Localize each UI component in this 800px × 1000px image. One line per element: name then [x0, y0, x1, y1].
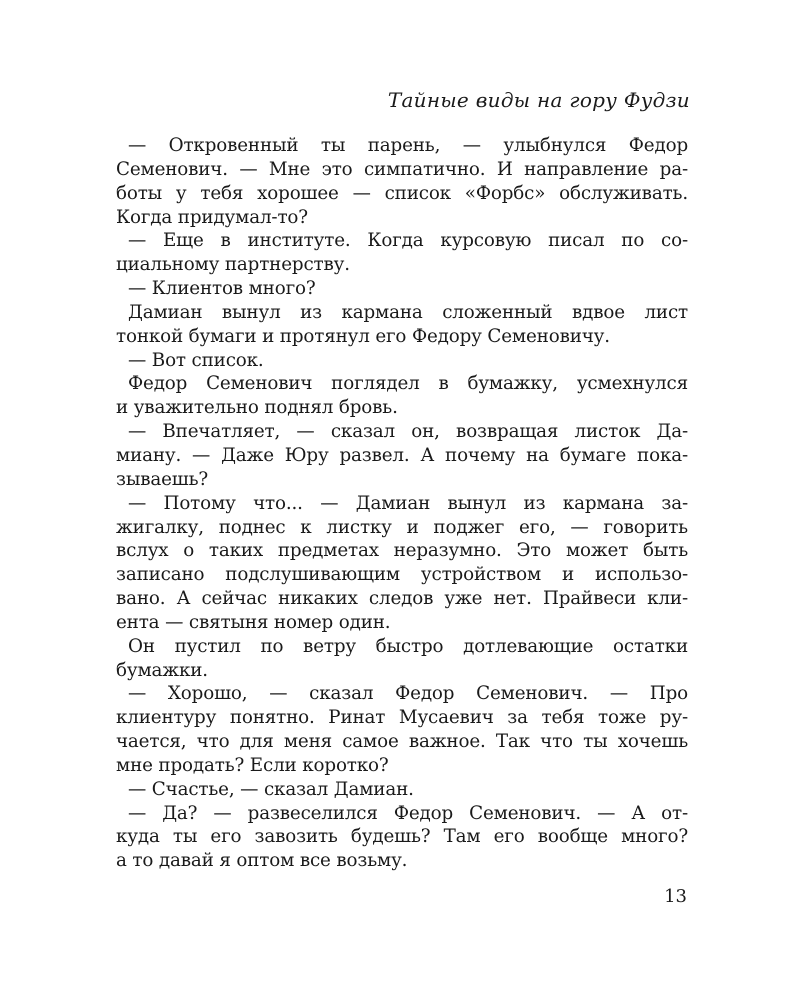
text-line: чается, что для меня самое важное. Так что ты хочешь — [116, 731, 688, 753]
text-line: мне продать? Если коротко? — [116, 754, 389, 776]
text-line: — Хорошо, — сказал Федор Семенович. — Про — [128, 683, 688, 705]
text-line: циальному партнерству. — [116, 254, 350, 276]
text-line: бумажки. — [116, 659, 208, 681]
text-line: боты у тебя хорошее — список «Форбс» обслуживать. — [116, 182, 688, 204]
text-line: жигалку, поднес к листку и поджег его, — говорить — [116, 516, 688, 538]
text-line: миану. — Даже Юру развел. А почему на бумаге пока- — [116, 444, 688, 466]
text-line: Он пустил по ветру быстро дотлевающие остатки — [128, 635, 688, 657]
text-line: Семенович. — Мне это симпатично. И направление ра- — [116, 158, 688, 180]
text-line: ента — святыня номер один. — [116, 611, 391, 633]
text-block — [116, 134, 688, 873]
text-line: — Счастье, — сказал Дамиан. — [128, 778, 414, 800]
text-line: — Да? — развеселился Федор Семенович. — А от- — [128, 802, 688, 824]
text-line: — Потому что... — Дамиан вынул из кармана за- — [128, 492, 688, 514]
text-line: куда ты его завозить будешь? Там его вообще много? — [116, 826, 688, 848]
text-line: тонкой бумаги и протянул его Федору Семеновичу. — [116, 325, 610, 347]
text-line: вано. А сейчас никаких следов уже нет. Прайвеси кли- — [116, 588, 688, 610]
text-line: Когда придумал-то? — [116, 206, 308, 228]
text-line: записано подслушивающим устройством и использо- — [116, 564, 688, 586]
text-line: — Еще в институте. Когда курсовую писал по со- — [128, 230, 688, 252]
text-line: и уважительно поднял бровь. — [116, 397, 398, 419]
running-head: Тайные виды на гору Фудзи — [387, 88, 690, 112]
text-line: а то давай я оптом все возьму. — [116, 850, 408, 872]
text-line: — Впечатляет, — сказал он, возвращая листок Да- — [128, 421, 688, 443]
page-number: 13 — [664, 886, 687, 907]
text-line: вслух о таких предметах неразумно. Это может быть — [116, 540, 688, 562]
text-line: — Клиентов много? — [128, 278, 316, 300]
text-line: Дамиан вынул из кармана сложенный вдвое лист — [128, 301, 688, 323]
text-line: клиентуру понятно. Ринат Мусаевич за тебя тоже ру- — [116, 707, 688, 729]
text-line: — Откровенный ты парень, — улыбнулся Федор — [128, 135, 688, 156]
text-line: Федор Семенович поглядел в бумажку, усмехнулся — [128, 373, 688, 395]
text-line: — Вот список. — [128, 349, 264, 371]
text-line: зываешь? — [116, 468, 209, 490]
